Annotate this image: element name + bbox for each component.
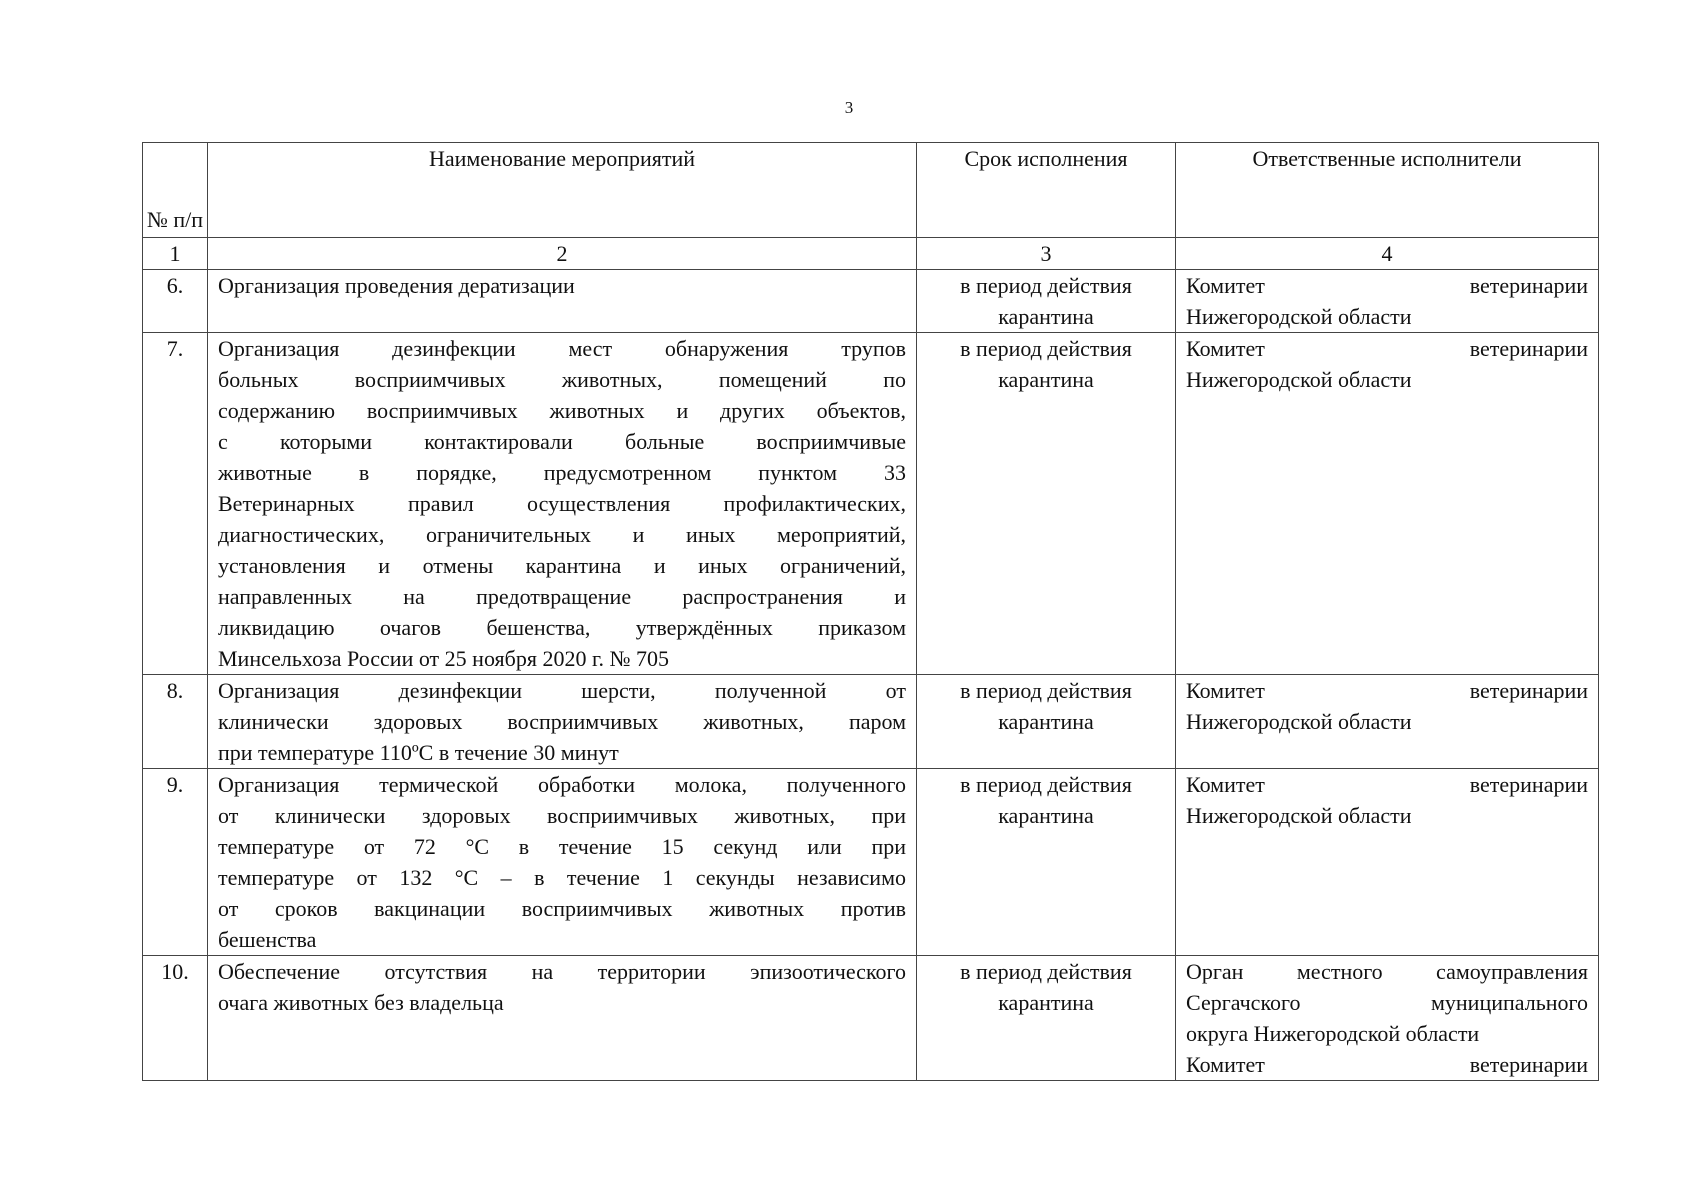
measure-name-line: Организация термической обработки молока, полученного: [218, 772, 906, 797]
deadline-line: карантина: [998, 803, 1094, 828]
row-number: 9.: [143, 769, 208, 956]
responsible-line: Комитет ветеринарии: [1186, 678, 1588, 703]
row-number: 7.: [143, 333, 208, 675]
deadline: [917, 333, 1176, 675]
table-row: [143, 769, 1599, 956]
deadline: [917, 675, 1176, 769]
measure-name: [208, 769, 917, 956]
measure-name-line: температуре от 72 °С в течение 15 секунд или при: [218, 834, 906, 859]
table-row: [143, 270, 1599, 333]
column-index: 1: [143, 238, 208, 270]
column-index-row: [143, 238, 1599, 270]
measure-name-line: направленных на предотвращение распространения и: [218, 584, 906, 609]
measure-name-line: при температуре 110ºС в течение 30 минут: [218, 740, 619, 765]
responsible-line: Комитет ветеринарии: [1186, 772, 1588, 797]
measure-name-line: животные в порядке, предусмотренном пунктом 33: [218, 460, 906, 485]
measure-name-line: клинически здоровых восприимчивых животных, паром: [218, 709, 906, 734]
column-index: 2: [208, 238, 917, 270]
deadline-line: карантина: [998, 990, 1094, 1015]
table-header-row: [143, 143, 1599, 238]
responsible-line: Нижегородской области: [1186, 803, 1412, 828]
measure-name-line: с которыми контактировали больные восприимчивые: [218, 429, 906, 454]
measure-name-line: от клинически здоровых восприимчивых животных, при: [218, 803, 906, 828]
responsible: [1176, 270, 1599, 333]
table-row: [143, 675, 1599, 769]
header-responsible: Ответственные исполнители: [1176, 143, 1599, 238]
measure-name: [208, 333, 917, 675]
deadline-line: в период действия: [960, 959, 1132, 984]
row-number: 6.: [143, 270, 208, 333]
measure-name-line: Минсельхоза России от 25 ноября 2020 г. № 705: [218, 646, 669, 671]
measure-name-line: бешенства: [218, 927, 317, 952]
column-index: 3: [917, 238, 1176, 270]
table-row: [143, 956, 1599, 1081]
responsible: [1176, 769, 1599, 956]
measure-name-line: Организация дезинфекции шерсти, полученной от: [218, 678, 906, 703]
responsible-line: Комитет ветеринарии: [1186, 336, 1588, 361]
deadline: [917, 769, 1176, 956]
measure-name: [208, 675, 917, 769]
measure-name-line: Организация проведения дератизации: [218, 273, 575, 298]
deadline-line: в период действия: [960, 273, 1132, 298]
header-deadline: Срок исполнения: [917, 143, 1176, 238]
measure-name-line: больных восприимчивых животных, помещений по: [218, 367, 906, 392]
header-measure-name: Наименование мероприятий: [208, 143, 917, 238]
responsible: [1176, 675, 1599, 769]
measures-table: [142, 142, 1599, 1081]
deadline: [917, 270, 1176, 333]
measure-name-line: температуре от 132 °С – в течение 1 секунды независимо: [218, 865, 906, 890]
column-index: 4: [1176, 238, 1599, 270]
measure-name-line: установления и отмены карантина и иных ограничений,: [218, 553, 906, 578]
measure-name-line: диагностических, ограничительных и иных мероприятий,: [218, 522, 906, 547]
deadline-line: в период действия: [960, 772, 1132, 797]
deadline-line: карантина: [998, 304, 1094, 329]
responsible-line: Комитет ветеринарии: [1186, 1052, 1588, 1077]
measure-name-line: Ветеринарных правил осуществления профилактических,: [218, 491, 906, 516]
measure-name-line: Обеспечение отсутствия на территории эпизоотического: [218, 959, 906, 984]
row-number: 10.: [143, 956, 208, 1081]
measure-name-line: содержанию восприимчивых животных и других объектов,: [218, 398, 906, 423]
deadline-line: в период действия: [960, 678, 1132, 703]
responsible-line: округа Нижегородской области: [1186, 1021, 1480, 1046]
measure-name-line: очага животных без владельца: [218, 990, 504, 1015]
measure-name: [208, 956, 917, 1081]
responsible-line: Нижегородской области: [1186, 304, 1412, 329]
responsible-line: Комитет ветеринарии: [1186, 273, 1588, 298]
deadline-line: в период действия: [960, 336, 1132, 361]
row-number: 8.: [143, 675, 208, 769]
responsible-line: Орган местного самоуправления: [1186, 959, 1588, 984]
header-number: № п/п: [143, 143, 208, 238]
measure-name-line: от сроков вакцинации восприимчивых животных против: [218, 896, 906, 921]
responsible: [1176, 956, 1599, 1081]
measure-name-line: Организация дезинфекции мест обнаружения трупов: [218, 336, 906, 361]
responsible: [1176, 333, 1599, 675]
page-number: 3: [844, 98, 854, 117]
measure-name-line: ликвидацию очагов бешенства, утверждённых приказом: [218, 615, 906, 640]
measure-name: [208, 270, 917, 333]
deadline-line: карантина: [998, 709, 1094, 734]
responsible-line: Сергачского муниципального: [1186, 990, 1588, 1015]
responsible-line: Нижегородской области: [1186, 367, 1412, 392]
responsible-line: Нижегородской области: [1186, 709, 1412, 734]
deadline-line: карантина: [998, 367, 1094, 392]
table-row: [143, 333, 1599, 675]
deadline: [917, 956, 1176, 1081]
table-body: [143, 270, 1599, 1081]
